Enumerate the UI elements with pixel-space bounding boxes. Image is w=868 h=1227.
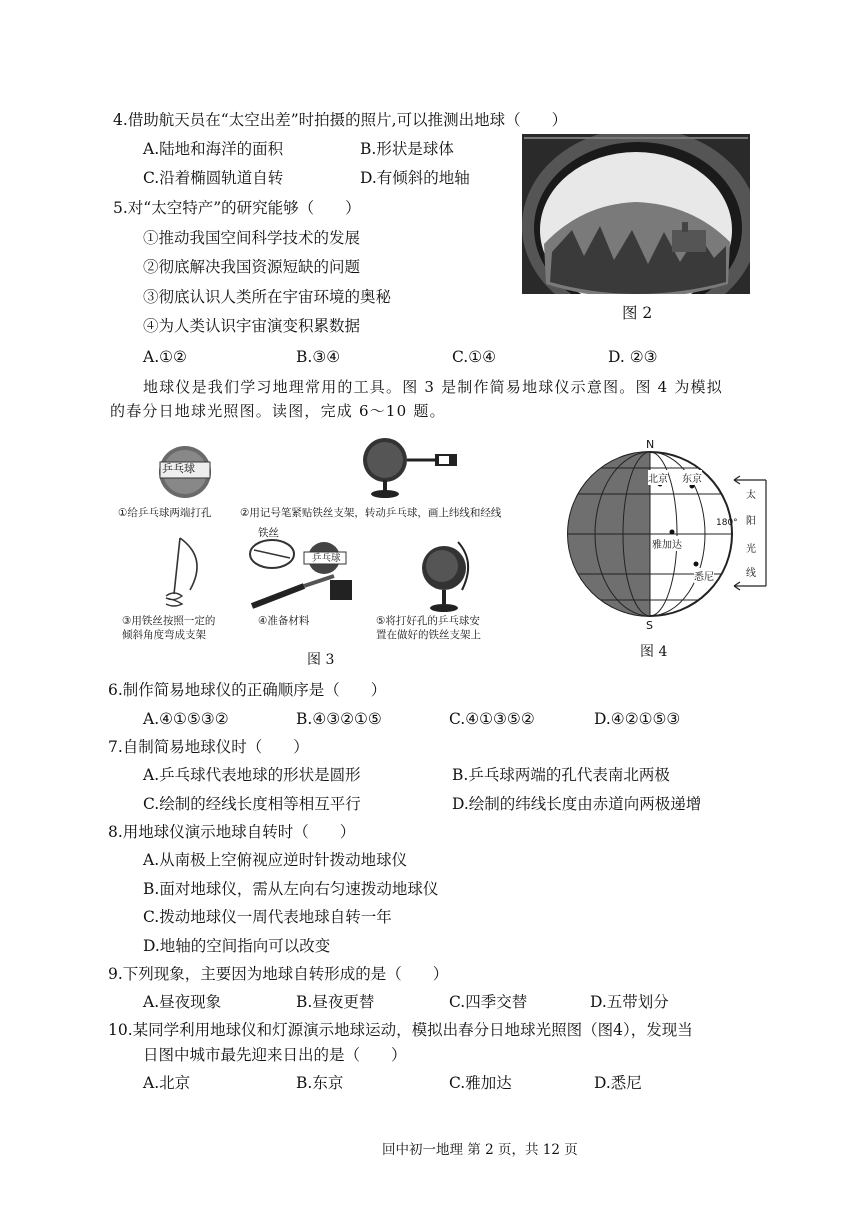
q6-stem: 6.制作简易地球仪的正确顺序是（ ）	[108, 681, 387, 699]
q10-stem-line-1: 10.某同学利用地球仪和灯源演示地球运动，模拟出春分日地球光照图（图4），发现当	[108, 1021, 693, 1039]
step-3-label-line-1: ③用铁丝按照一定的	[122, 615, 216, 627]
q9-stem: 9.下列现象，主要因为地球自转形成的是（ ）	[108, 965, 449, 983]
sunlight-label-4: 线	[746, 568, 756, 579]
city-beijing: 北京	[648, 470, 668, 485]
q5-statement-1: ①推动我国空间科学技术的发展	[143, 229, 361, 247]
q9-option-c: C.四季交替	[449, 993, 528, 1011]
q7-option-c: C.绘制的经线长度相等相互平行	[143, 795, 361, 813]
q6-option-a: A.④①⑤③②	[143, 710, 229, 728]
wire-label: 铁丝	[258, 527, 279, 539]
q9-option-d: D.五带划分	[590, 993, 669, 1011]
sunlight-label-1: 太	[746, 490, 756, 501]
q7-stem: 7.自制简易地球仪时（ ）	[108, 738, 309, 756]
q7-option-b: B.乒乓球两端的孔代表南北两极	[452, 766, 670, 784]
q10-option-c: C.雅加达	[449, 1074, 512, 1092]
q6-option-c: C.④①③⑤②	[449, 710, 535, 728]
city-sydney: 悉尼	[694, 568, 714, 583]
q4-option-d: D.有倾斜的地轴	[360, 169, 470, 187]
q8-stem: 8.用地球仪演示地球自转时（ ）	[108, 823, 356, 841]
step-2-label: ②用记号笔紧贴铁丝支架，转动乒乓球，画上纬线和经线	[240, 507, 502, 519]
q8-option-a: A.从南极上空俯视应逆时针拨动地球仪	[143, 851, 408, 869]
q7-option-a: A.乒乓球代表地球的形状是圆形	[143, 766, 361, 784]
wire-stand-image	[150, 532, 210, 612]
longitude-180-label: 180°	[716, 518, 738, 528]
city-jakarta: 雅加达	[652, 536, 682, 551]
q10-option-d: D.悉尼	[594, 1074, 642, 1092]
figure-4-caption: 图 4	[640, 644, 668, 660]
globe-drawing-image	[357, 436, 467, 502]
step-1-label: ①给乒乓球两端打孔	[118, 507, 212, 519]
intro-line-1: 地球仪是我们学习地理常用的工具。图 3 是制作简易地球仪示意图。图 4 为模拟	[143, 378, 723, 396]
q8-option-d: D.地轴的空间指向可以改变	[143, 937, 331, 955]
q7-option-d: D.绘制的纬线长度由赤道向两极递增	[452, 795, 702, 813]
figure-3	[112, 436, 542, 672]
q5-statement-4: ④为人类认识宇宙演变积累数据	[143, 317, 361, 335]
figure-2-photo	[522, 134, 750, 294]
page-footer: 回中初一地理 第 2 页，共 12 页	[382, 1142, 578, 1158]
q5-statement-3: ③彻底认识人类所在宇宙环境的奥秘	[143, 288, 392, 306]
q6-option-d: D.④②①⑤③	[594, 710, 681, 728]
figure-4	[560, 436, 770, 636]
q4-option-c: C.沿着椭圆轨道自转	[143, 169, 284, 187]
north-label: N	[646, 438, 655, 451]
q6-option-b: B.④③②①⑤	[296, 710, 382, 728]
q10-option-b: B.东京	[296, 1074, 344, 1092]
step-4-label: ④准备材料	[258, 615, 310, 627]
q5-option-b: B.③④	[296, 348, 341, 366]
ball-label-2: 乒乓球	[312, 553, 341, 564]
q10-option-a: A.北京	[143, 1074, 191, 1092]
q4-option-b: B.形状是球体	[360, 140, 454, 158]
q8-option-b: B.面对地球仪，需从左向右匀速拨动地球仪	[143, 880, 439, 898]
q5-option-a: A.①②	[143, 348, 187, 366]
figure-3-caption: 图 3	[307, 652, 335, 668]
q5-option-d: D. ②③	[608, 348, 658, 366]
city-tokyo: 东京	[682, 470, 702, 485]
sunlight-label-2: 阳	[746, 516, 756, 527]
q9-option-b: B.昼夜更替	[296, 993, 375, 1011]
step-5-label-line-1: ⑤将打好孔的乒乓球安	[376, 615, 480, 627]
q4-stem: 4.借助航天员在“太空出差”时拍摄的照片,可以推测出地球（ ）	[113, 111, 568, 129]
finished-globe-image	[414, 538, 478, 614]
intro-line-2: 的春分日地球光照图。读图，完成 6～10 题。	[110, 402, 446, 420]
q5-option-c: C.①④	[452, 348, 497, 366]
q8-option-c: C.拨动地球仪一周代表地球自转一年	[143, 908, 392, 926]
q5-statement-2: ②彻底解决我国资源短缺的问题	[143, 258, 361, 276]
q4-option-a: A.陆地和海洋的面积	[143, 140, 284, 158]
sunlight-label-3: 光	[746, 544, 756, 555]
materials-image	[244, 536, 354, 614]
step-5-label-line-2: 置在做好的铁丝支架上	[376, 629, 481, 641]
q9-option-a: A.昼夜现象	[143, 993, 222, 1011]
figure-2-caption: 图 2	[622, 304, 653, 322]
step-3-label-line-2: 倾斜角度弯成支架	[122, 629, 206, 641]
q5-stem: 5.对“太空特产”的研究能够（ ）	[113, 199, 361, 217]
south-label: S	[646, 619, 653, 632]
q10-stem-line-2: 日图中城市最先迎来日出的是（ ）	[143, 1046, 407, 1064]
ball-label: 乒乓球	[162, 462, 195, 475]
